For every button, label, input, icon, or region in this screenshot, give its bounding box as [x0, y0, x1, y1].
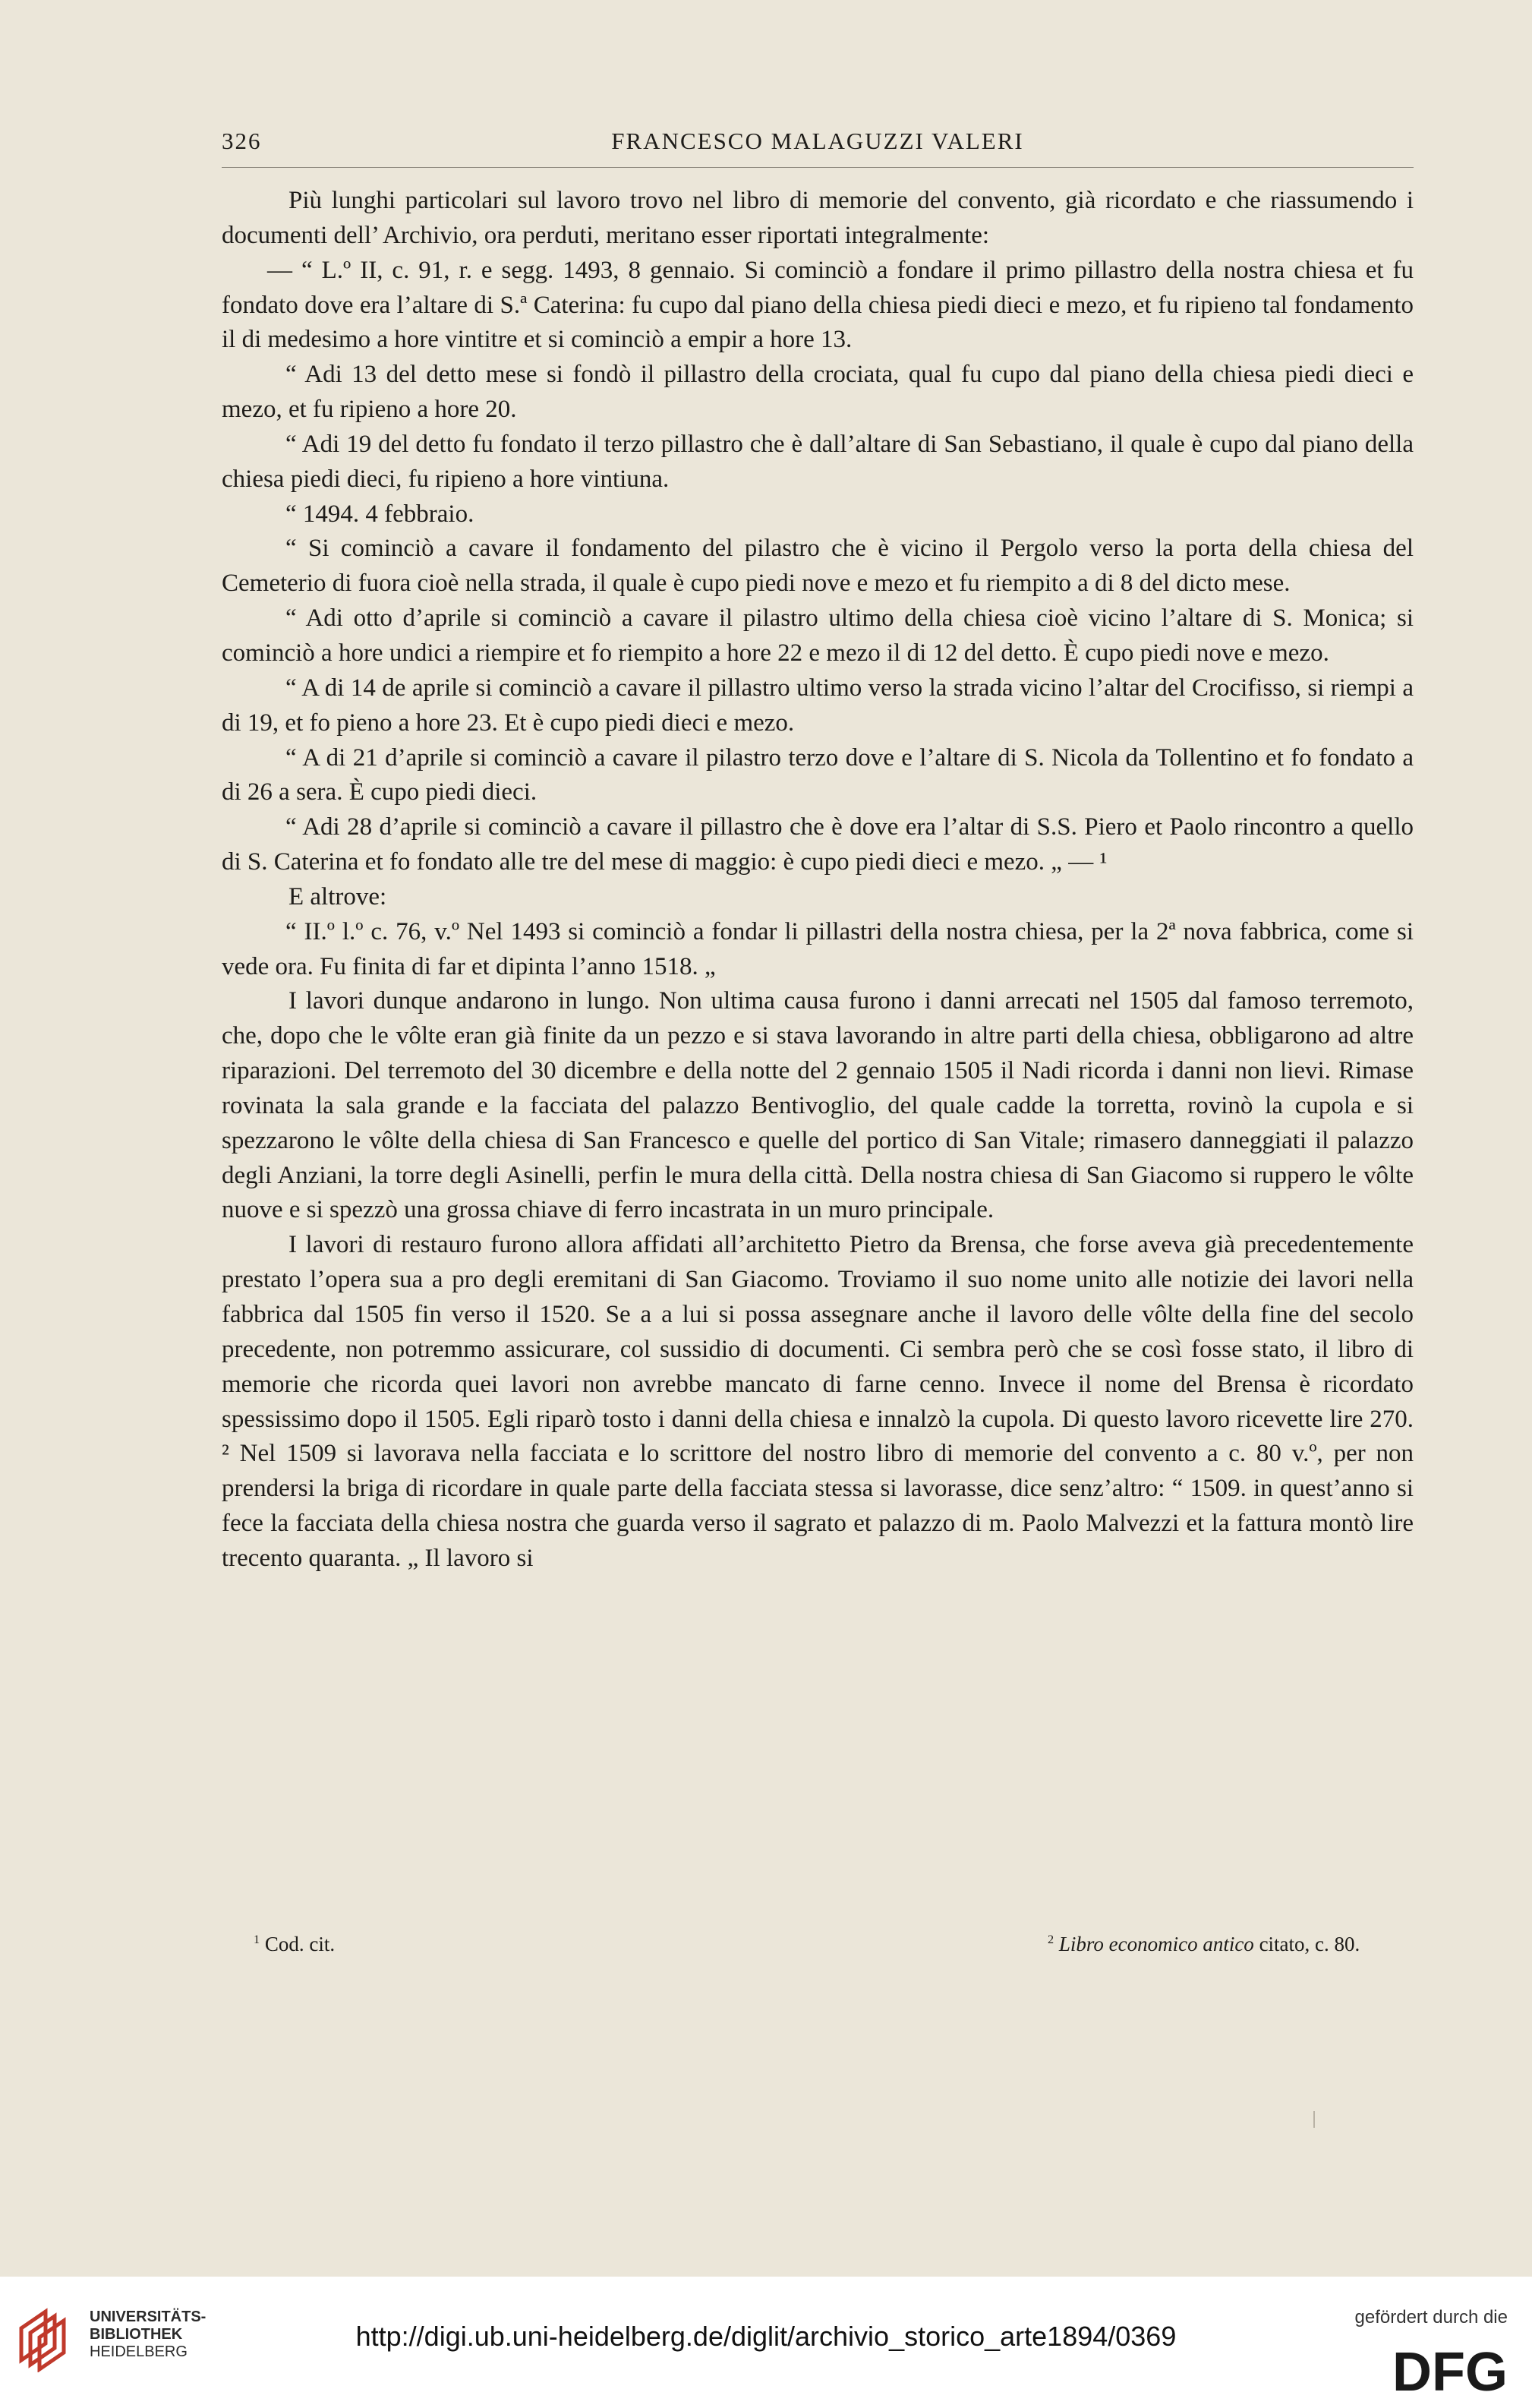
- paragraph: — “ L.º II, c. 91, r. e segg. 1493, 8 gennaio. Si cominciò a fondare il primo pillastro della nostra chiesa et fu fondato dove era l’altare di S.ª Caterina: fu cupo dal piano della chiesa piedi dieci e mezo, et fu ripieno tal fondamento il di medesimo a hore vintitre et si cominciò a empir a hore 13.: [222, 256, 1414, 354]
- paragraph: “ II.º l.º c. 76, v.º Nel 1493 si cominciò a fondar li pillastri della nostra chiesa, per la 2ª nova fabbrica, come si vede ora. Fu finita di far et dipinta l’anno 1518. „: [222, 917, 1414, 980]
- paragraph: “ Adi 13 del detto mese si fondò il pillastro della crociata, qual fu cupo dal piano della chiesa piedi dieci e mezo, et fu ripieno a hore 20.: [222, 361, 1414, 424]
- dfg-logo-icon: [1367, 2343, 1508, 2397]
- footnote-2: [1048, 1933, 1360, 1956]
- library-name-line-1: UNIVERSITÄTS-: [90, 2309, 206, 2325]
- funded-by-label: gefördert durch die: [1354, 2307, 1508, 2328]
- footnote-2-mark: 2: [1048, 1933, 1054, 1946]
- dfg-logo-text: DFG: [1392, 2343, 1508, 2397]
- paragraph: E altrove:: [288, 882, 387, 910]
- running-title: FRANCESCO MALAGUZZI VALERI: [611, 128, 1024, 154]
- running-header: [222, 128, 1414, 161]
- body-text: [222, 184, 1414, 1576]
- paragraph: “ Si cominciò a cavare il fondamento del pilastro che è vicino il Pergolo verso la porta della chiesa del Cemeterio di fuora cioè nella strada, il quale è cupo piedi nove e mezo et fu riempito a di 8 del dicto mese.: [222, 535, 1414, 598]
- footnote-2-text: citato, c. 80.: [1259, 1933, 1360, 1955]
- scan-mark: [1313, 2111, 1315, 2128]
- paragraph: “ A di 14 de aprile si cominciò a cavare il pillastro ultimo verso la strada vicino l’altar del Crocifisso, si riempi a di 19, et fo pieno a hore 23. Et è cupo piedi dieci e mezo.: [222, 674, 1414, 737]
- paragraph: Più lunghi particolari sul lavoro trovo nel libro di memorie del convento, già ricordato e che riassumendo i documenti dell’ Archivio, ora perduti, meritano esser riportati integralmente:: [222, 187, 1414, 249]
- library-name-line-3: HEIDELBERG: [90, 2343, 188, 2360]
- paragraph: “ Adi otto d’aprile si cominciò a cavare il pilastro ultimo della chiesa cioè vicino l’altare di S. Monica; si cominciò a hore undici a riempire et fo riempito a hore 22 e mezo il di 12 del detto. È cupo piedi nove e mezo.: [222, 604, 1414, 667]
- paragraph: I lavori di restauro furono allora affidati all’architetto Pietro da Brensa, che forse aveva già precedentemente prestato l’opera sua a pro degli eremitani di San Giacomo. Troviamo il suo nome unito alle notizie dei lavori nella fabbrica dal 1505 fin verso il 1520. Se a a lui si possa assegnare anche il lavoro delle vôlte della fine del secolo precedente, non potremmo assicurare, col sussidio di documenti. Ci sembra però che se così fosse stato, il libro di memorie che ricorda quei lavori non avrebbe mancato di farne cenno. Invece il nome del Brensa è ricordato spessissimo dopo il 1505. Egli riparò tosto i danni della chiesa e innalzò la cupola. Di questo lavoro ricevette lire 270. ² Nel 1509 si lavorava nella facciata e lo scrittore del nostro libro di memorie del convento a c. 80 v.º, per non prendersi la briga di ricordare in quale parte della facciata stessa si lavorasse, dice senz’altro: “ 1509. in quest’anno si fece la facciata della chiesa nostra che guarda verso il sagrato et palazzo di m. Paolo Malvezzi et la fattura montò lire trecento quaranta. „ Il lavoro si: [222, 1231, 1414, 1572]
- paragraph: “ A di 21 d’aprile si cominciò a cavare il pilastro terzo dove e l’altare di S. Nicola da Tollentino et fo fondato a di 26 a sera. È cupo piedi dieci.: [222, 743, 1414, 806]
- paragraph: “ Adi 19 del detto fu fondato il terzo pillastro che è dall’altare di San Sebastiano, il quale è cupo dal piano della chiesa piedi dieci, fu ripieno a hore vintiuna.: [222, 430, 1414, 493]
- footnote-2-title: Libro economico antico: [1058, 1933, 1254, 1955]
- footnote-1-mark: 1: [254, 1933, 260, 1946]
- source-url-link[interactable]: http://digi.ub.uni-heidelberg.de/diglit/archivio_storico_arte1894/0369: [355, 2321, 1177, 2352]
- page-number: 326: [222, 128, 262, 154]
- footnote-1-text: Cod. cit.: [264, 1933, 336, 1955]
- header-rule: [222, 167, 1414, 168]
- footnotes: [222, 1933, 1414, 1963]
- paragraph: “ 1494. 4 febbraio.: [285, 500, 474, 528]
- library-name-line-2: BIBLIOTHEK: [90, 2326, 183, 2343]
- paragraph: “ Adi 28 d’aprile si cominciò a cavare il pillastro che è dove era l’altar di S.S. Piero et Paolo rincontro a quello di S. Caterina et fo fondato alle tre del mese di maggio: è cupo piedi dieci e mezo. „ — ¹: [222, 813, 1414, 876]
- paragraph: I lavori dunque andarono in lungo. Non ultima causa furono i danni arrecati nel 1505 dal famoso terremoto, che, dopo che le vôlte eran già finite da un pezzo e si stava lavorando in altre parti della chiesa, obbligarono ad altre riparazioni. Del terremoto del 30 dicembre e della notte del 2 gennaio 1505 il Nadi ricorda i danni non lievi. Rimase rovinata la sala grande e la facciata del palazzo Bentivoglio, del quale cadde la torretta, rovinò la cupola e si spezzarono le vôlte della chiesa di San Francesco e quelle del portico di San Vitale; rimasero danneggiati il palazzo degli Anziani, la torre degli Asinelli, perfin le mura della città. Della nostra chiesa di San Giacomo si ruppero le vôlte nuove e si spezzò una grossa chiave di ferro incastrata in un muro principale.: [222, 987, 1414, 1224]
- digitization-footer: [0, 2277, 1532, 2408]
- footnote-1: [254, 1933, 335, 1956]
